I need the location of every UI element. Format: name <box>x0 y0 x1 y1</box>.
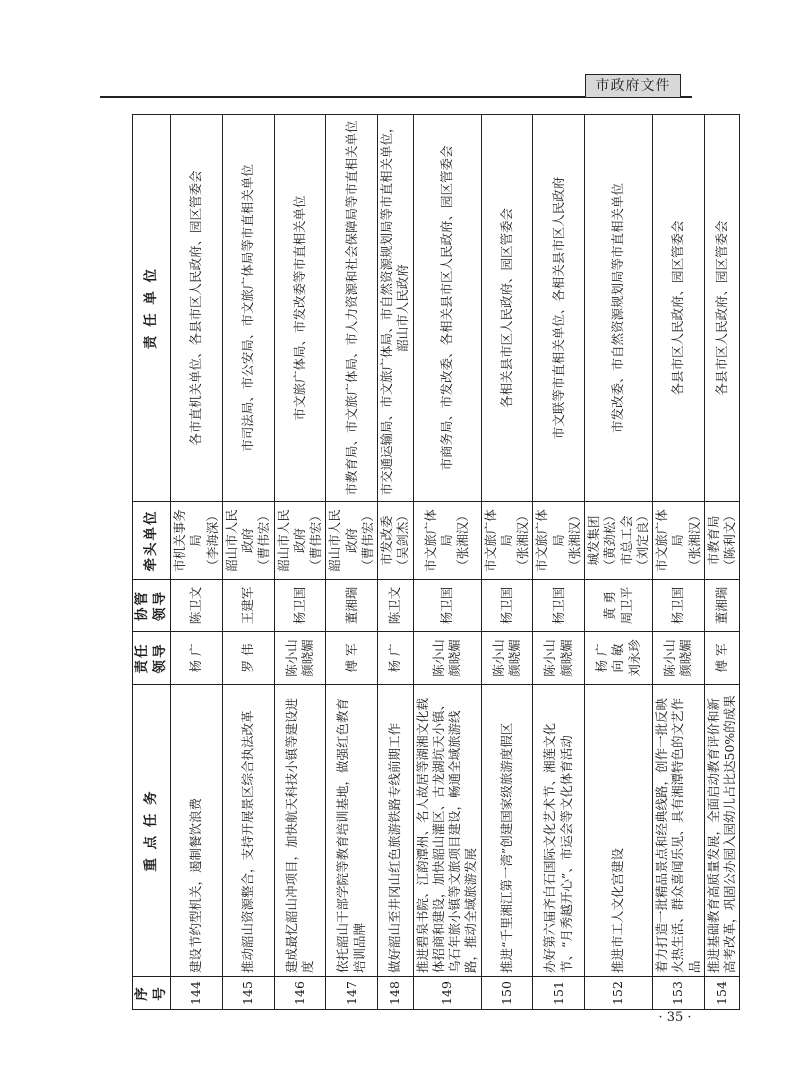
responsible-units: 市发改委、市自然资源规划局等市直相关单位 <box>585 115 653 502</box>
row-number: 147 <box>326 977 378 1010</box>
responsible-units: 各县市区人民政府、园区管委会 <box>704 115 740 502</box>
lead-unit: 市文旅广体局 （张湘汉） <box>533 502 585 580</box>
table-row <box>585 115 653 1010</box>
assisting-leader: 杨卫国 <box>653 580 705 632</box>
header-tag: 市政府文件 <box>585 74 681 98</box>
page-number: · 35 · <box>658 1010 692 1025</box>
lead-unit: 市文旅广体局 （张湘汉） <box>481 502 533 580</box>
key-task: 建成最忆韶山冲项目，加快航天科技小镇等建设进度 <box>274 685 326 977</box>
lead-unit: 市教育局 （陈利文） <box>704 502 740 580</box>
responsible-leader: 傅 军 <box>704 632 740 685</box>
col-header-units: 责 任 单 位 <box>133 115 171 502</box>
responsible-leader: 傅 军 <box>326 632 378 685</box>
responsible-leader: 杨 广 向 敏 刘永珍 <box>585 632 653 685</box>
col-header-lead: 责任领导 <box>133 632 171 685</box>
lead-unit: 市机关事务局 （李海深） <box>171 502 223 580</box>
responsible-leader: 陈小山 颜晓媚 <box>481 632 533 685</box>
responsible-leader: 罗 伟 <box>222 632 274 685</box>
responsible-leader: 杨 广 <box>378 632 414 685</box>
row-number: 146 <box>274 977 326 1010</box>
responsible-leader: 陈小山 颜晓媚 <box>413 632 481 685</box>
responsible-units: 市商务局、市发改委、各相关县市区人民政府、园区管委会 <box>413 115 481 502</box>
responsible-units: 市交通运输局、市文旅广体局、市自然资源规划局等市直相关单位，韶山市人民政府 <box>378 115 414 502</box>
responsible-units: 市文旅广体局、市发改委等市直相关单位 <box>274 115 326 502</box>
table-row <box>533 115 585 1010</box>
lead-unit: 城发集团 （黄劲松） 市总工会 （刘定良） <box>585 502 653 580</box>
key-task: 建设节约型机关，遏制餐饮浪费 <box>171 685 223 977</box>
table-row <box>653 115 705 1010</box>
assisting-leader: 董湘瑞 <box>704 580 740 632</box>
row-number: 148 <box>378 977 414 1010</box>
key-task: 做好韶山至井冈山红色旅游铁路专线前期工作 <box>378 685 414 977</box>
key-task: 推动韶山资源整合，支持开展景区综合执法改革 <box>222 685 274 977</box>
row-number: 151 <box>533 977 585 1010</box>
row-number: 144 <box>171 977 223 1010</box>
col-header-no: 序号 <box>133 977 171 1010</box>
assisting-leader: 杨卫国 <box>533 580 585 632</box>
assisting-leader: 杨卫国 <box>481 580 533 632</box>
assisting-leader: 黄 勇 周卫平 <box>585 580 653 632</box>
lead-unit: 韶山市人民政府 （曹伟宏） <box>274 502 326 580</box>
key-task: 推进“千里湘江第一湾”创建国家级旅游度假区 <box>481 685 533 977</box>
table-row <box>413 115 481 1010</box>
key-task: 着力打造一批精品景点和经典线路，创作一批反映火热生活、群众喜闻乐见、具有湘潭特色的文艺作品 <box>653 685 705 977</box>
lead-unit: 市发改委 （吴剑杰） <box>378 502 414 580</box>
assisting-leader: 杨卫国 <box>274 580 326 632</box>
lead-unit: 市文旅广体局 （张湘汉） <box>653 502 705 580</box>
row-number: 153 <box>653 977 705 1010</box>
row-number: 150 <box>481 977 533 1010</box>
table-row <box>704 115 740 1010</box>
table-row <box>481 115 533 1010</box>
table-row <box>171 115 223 1010</box>
row-number: 149 <box>413 977 481 1010</box>
assisting-leader: 陈卫文 <box>171 580 223 632</box>
assisting-leader: 杨卫国 <box>413 580 481 632</box>
responsible-units: 市教育局、市文旅广体局、市人力资源和社会保障局等市直相关单位 <box>326 115 378 502</box>
table-header-row <box>133 115 171 1010</box>
responsible-units: 市司法局、市公安局、市文旅广体局等市直相关单位 <box>222 115 274 502</box>
table-row <box>378 115 414 1010</box>
key-task: 依托韶山干部学院等教育培训基地，做强红色教育培训品牌 <box>326 685 378 977</box>
responsible-leader: 陈小山 颜晓媚 <box>653 632 705 685</box>
lead-unit: 韶山市人民政府 （曹伟宏） <box>222 502 274 580</box>
key-task: 推进碧泉书院、江韵潭州、名人故居等湖湘文化载体招商和建设，加快韶山灌区、古龙湖坑天小镇、乌石年旅小镇等文旅项目建设，畅通全域旅游线路，推动全域旅游发展 <box>413 685 481 977</box>
row-number: 145 <box>222 977 274 1010</box>
table-row <box>326 115 378 1010</box>
col-header-host: 牵头单位 <box>133 502 171 580</box>
row-number: 154 <box>704 977 740 1010</box>
lead-unit: 韶山市人民政府 （曹伟宏） <box>326 502 378 580</box>
key-task: 推进基础教育高质量发展，全面启动教育评价和新高考改革，巩固公办园入园幼儿占比达50%的成果 <box>704 685 740 977</box>
responsible-units: 各县市区人民政府、园区管委会 <box>653 115 705 502</box>
row-number: 152 <box>585 977 653 1010</box>
key-task: 办好第六届齐白石国际文化艺术节、湘莲文化节、“月秀越开心”、市运会等文化体育活动 <box>533 685 585 977</box>
responsible-units: 市文联等市直相关单位、各相关县市区人民政府 <box>533 115 585 502</box>
responsible-leader: 杨 广 <box>171 632 223 685</box>
lead-unit: 市文旅广体局 （张湘汉） <box>413 502 481 580</box>
table-row <box>274 115 326 1010</box>
responsible-leader: 陈小山 颜晓媚 <box>533 632 585 685</box>
responsible-units: 各市直机关单位、各县市区人民政府、园区管委会 <box>171 115 223 502</box>
table-row <box>222 115 274 1010</box>
responsible-units: 各相关县市区人民政府、园区管委会 <box>481 115 533 502</box>
col-header-task: 重 点 任 务 <box>133 685 171 977</box>
assisting-leader: 王建军 <box>222 580 274 632</box>
assisting-leader: 董湘瑞 <box>326 580 378 632</box>
assisting-leader: 陈卫文 <box>378 580 414 632</box>
responsible-leader: 陈小山 颜晓媚 <box>274 632 326 685</box>
task-table <box>132 115 738 1010</box>
col-header-assist: 协管领导 <box>133 580 171 632</box>
key-task: 推进市工人文化宫建设 <box>585 685 653 977</box>
